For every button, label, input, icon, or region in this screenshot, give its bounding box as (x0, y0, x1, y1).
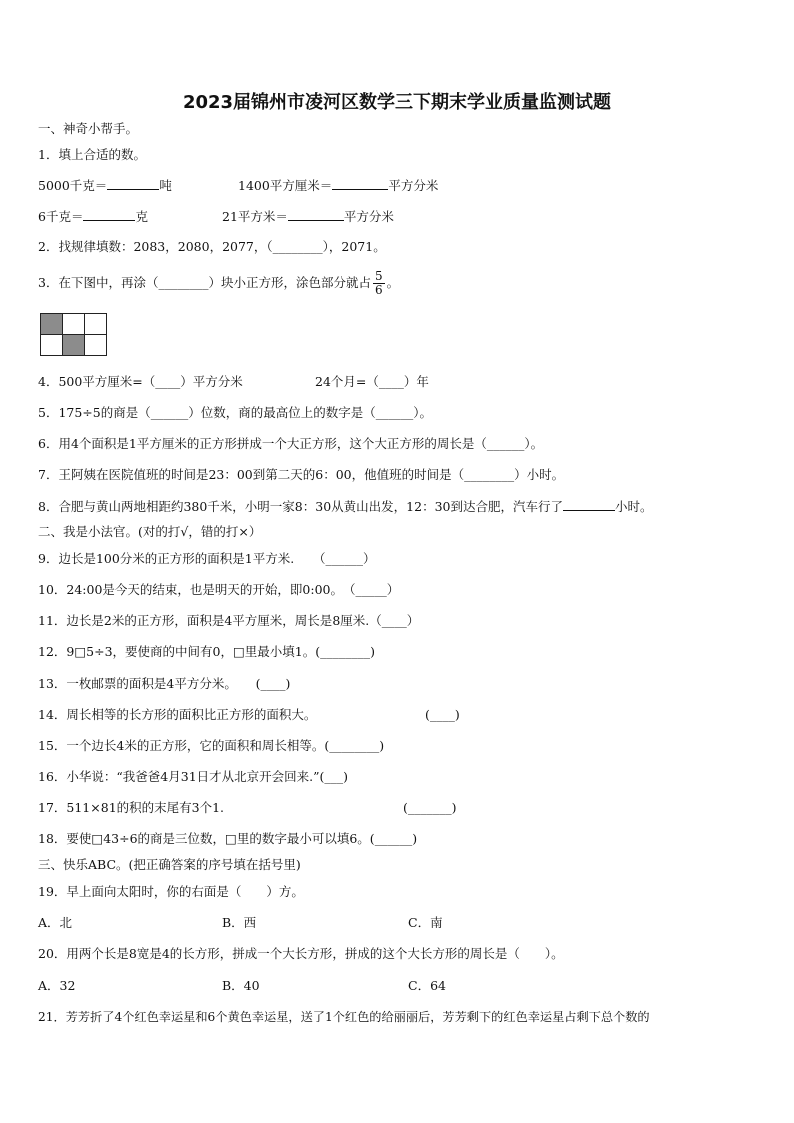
question-4a: 4．500平方厘米=（____）平方分米 (38, 374, 243, 389)
question-1: 1．填上合适的数。 (38, 147, 146, 162)
answer-blank[interactable] (563, 498, 615, 511)
option-b: B．40 (222, 978, 260, 993)
question-21: 21．芳芳折了4个红色幸运星和6个黄色幸运星，送了1个红色的给丽丽后，芳芳剩下的红色幸运星占剩下总个数的 (38, 1010, 650, 1024)
grid-cell (85, 314, 107, 335)
question-1b-right: 21平方米＝ 平方分米 (222, 209, 394, 224)
question-19: 19．早上面向太阳时，你的右面是（ ）方。 (38, 884, 304, 899)
question-14-blank: (____) (425, 707, 460, 722)
option-c: C．南 (408, 915, 443, 930)
question-5: 5．175÷5的商是（______）位数，商的最高位上的数字是（______）。 (38, 405, 432, 420)
section-3-heading: 三、快乐ABC。(把正确答案的序号填在括号里) (38, 857, 301, 872)
question-6: 6．用4个面积是1平方厘米的正方形拼成一个大正方形，这个大正方形的周长是（______）。 (38, 436, 544, 451)
section-2-heading: 二、我是小法官。(对的打√，错的打×） (38, 524, 262, 539)
question-20: 20．用两个长是8宽是4的长方形，拼成一个大长方形，拼成的这个大长方形的周长是（ ）。 (38, 946, 564, 961)
question-17-blank: (_______) (403, 800, 457, 815)
question-14: 14．周长相等的长方形的面积比正方形的面积大。 (38, 707, 317, 722)
question-4b: 24个月=（____）年 (315, 374, 429, 389)
shaded-square-grid (40, 313, 107, 356)
section-1-heading: 一、神奇小帮手。 (38, 121, 139, 136)
grid-cell-shaded (63, 335, 85, 356)
question-9: 9．边长是100分米的正方形的面积是1平方米. （______） (38, 551, 376, 566)
question-10: 10．24:00是今天的结束，也是明天的开始，即0:00。 （_____） (38, 582, 400, 597)
option-a: A．北 (38, 915, 73, 930)
grid-cell (85, 335, 107, 356)
answer-blank[interactable] (332, 177, 388, 190)
question-2: 2．找规律填数：2083，2080，2077，（________），2071。 (38, 239, 386, 254)
option-b: B．西 (222, 915, 257, 930)
question-15: 15．一个边长4米的正方形，它的面积和周长相等。(________) (38, 738, 385, 753)
fraction-five-sixths: $\frac{5}{6}$ (374, 269, 383, 297)
answer-blank[interactable] (107, 177, 159, 190)
option-c: C．64 (408, 978, 446, 993)
question-1a-right: 1400平方厘米＝ 平方分米 (238, 178, 439, 193)
option-a: A．32 (38, 978, 76, 993)
question-8: 8．合肥与黄山两地相距约380千米，小明一家8：30从黄山出发，12：30到达合肥，汽车行了 小时。 (38, 499, 653, 514)
question-3: 3．在下图中，再涂（________）块小正方形，涂色部分就占 $\frac{5}{6}$ 。 (38, 269, 400, 297)
question-1b-left: 6千克＝ 克 (38, 209, 148, 224)
answer-blank[interactable] (288, 208, 344, 221)
answer-blank[interactable] (83, 208, 135, 221)
question-18: 18．要使□43÷6的商是三位数，□里的数字最小可以填6。(______) (38, 831, 418, 846)
question-7: 7．王阿姨在医院值班的时间是23：00到第二天的6：00，他值班的时间是（________）小时。 (38, 467, 565, 482)
grid-cell (63, 314, 85, 335)
grid-cell (41, 335, 63, 356)
question-11: 11．边长是2米的正方形，面积是4平方厘米，周长是8厘米.（____） (38, 613, 420, 628)
question-1a-left: 5000千克＝ 吨 (38, 178, 172, 193)
question-12: 12．9□5÷3，要使商的中间有0，□里最小填1。(________) (38, 644, 376, 659)
question-13: 13．一枚邮票的面积是4平方分米。 (____) (38, 676, 291, 691)
grid-cell-shaded (41, 314, 63, 335)
question-17: 17．511×81的积的末尾有3个1. (38, 800, 225, 815)
page-title: 2023届锦州市凌河区数学三下期末学业质量监测试题 (182, 92, 612, 113)
question-16: 16．小华说：“我爸爸4月31日才从北京开会回来.”(___) (38, 769, 349, 784)
